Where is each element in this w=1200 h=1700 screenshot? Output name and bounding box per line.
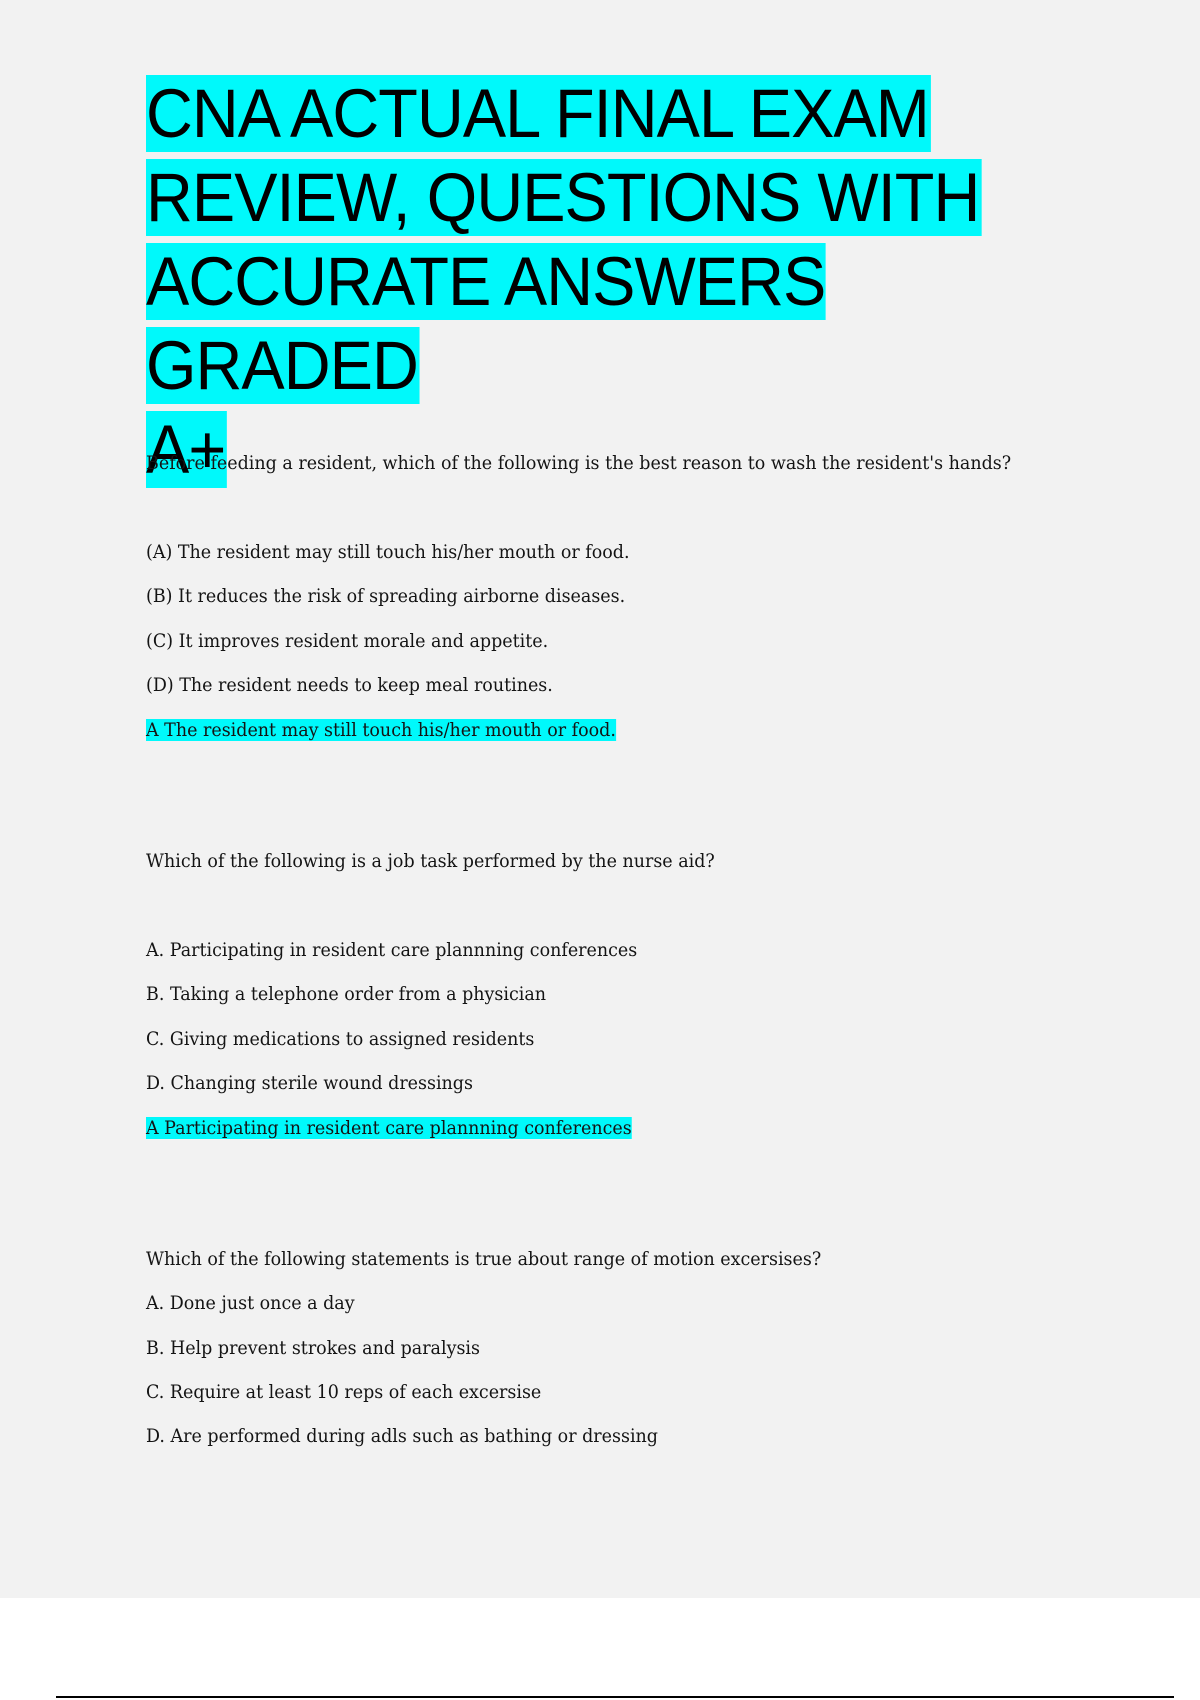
document-content <box>146 72 1086 1447</box>
question-2-text: Which of the following is a job task performed by the nurse aid? <box>146 850 715 872</box>
question-1-answer-highlight: A The resident may still touch his/her mouth or food. <box>146 719 616 741</box>
question-1-option-b: (B) It reduces the risk of spreading airborne diseases. <box>146 585 626 607</box>
question-3-option-b: B. Help prevent strokes and paralysis <box>146 1337 480 1359</box>
question-1-text: Before feeding a resident, which of the following is the best reason to wash the resident's hands? <box>146 452 1012 474</box>
question-1-answer <box>146 717 616 743</box>
question-2-answer-highlight: A Participating in resident care plannning conferences <box>146 1117 632 1139</box>
question-1-option-a: (A) The resident may still touch his/her mouth or food. <box>146 541 630 563</box>
title-line: CNA ACTUAL FINAL EXAM <box>146 75 929 152</box>
question-2-option-a: A. Participating in resident care plannning conferences <box>146 939 638 961</box>
title-line: ACCURATE ANSWERS GRADED <box>146 243 826 404</box>
question-2-option-d: D. Changing sterile wound dressings <box>146 1072 473 1094</box>
question-3-option-c: C. Require at least 10 reps of each excersise <box>146 1381 542 1403</box>
question-3-text: Which of the following statements is true about range of motion excersises? <box>146 1248 822 1270</box>
question-2-option-b: B. Taking a telephone order from a physician <box>146 983 547 1005</box>
question-3-option-a: A. Done just once a day <box>146 1292 355 1314</box>
question-2-option-c: C. Giving medications to assigned residents <box>146 1028 535 1050</box>
title-line: A+ <box>146 411 226 488</box>
question-1-option-c: (C) It improves resident morale and appetite. <box>146 630 549 652</box>
question-2-answer <box>146 1115 632 1141</box>
title-line: REVIEW, QUESTIONS WITH <box>146 159 980 236</box>
question-1-option-d: (D) The resident needs to keep meal routines. <box>146 674 553 696</box>
document-title <box>146 72 1086 492</box>
question-3-option-d: D. Are performed during adls such as bathing or dressing <box>146 1425 658 1447</box>
footer-divider <box>56 1696 1174 1698</box>
